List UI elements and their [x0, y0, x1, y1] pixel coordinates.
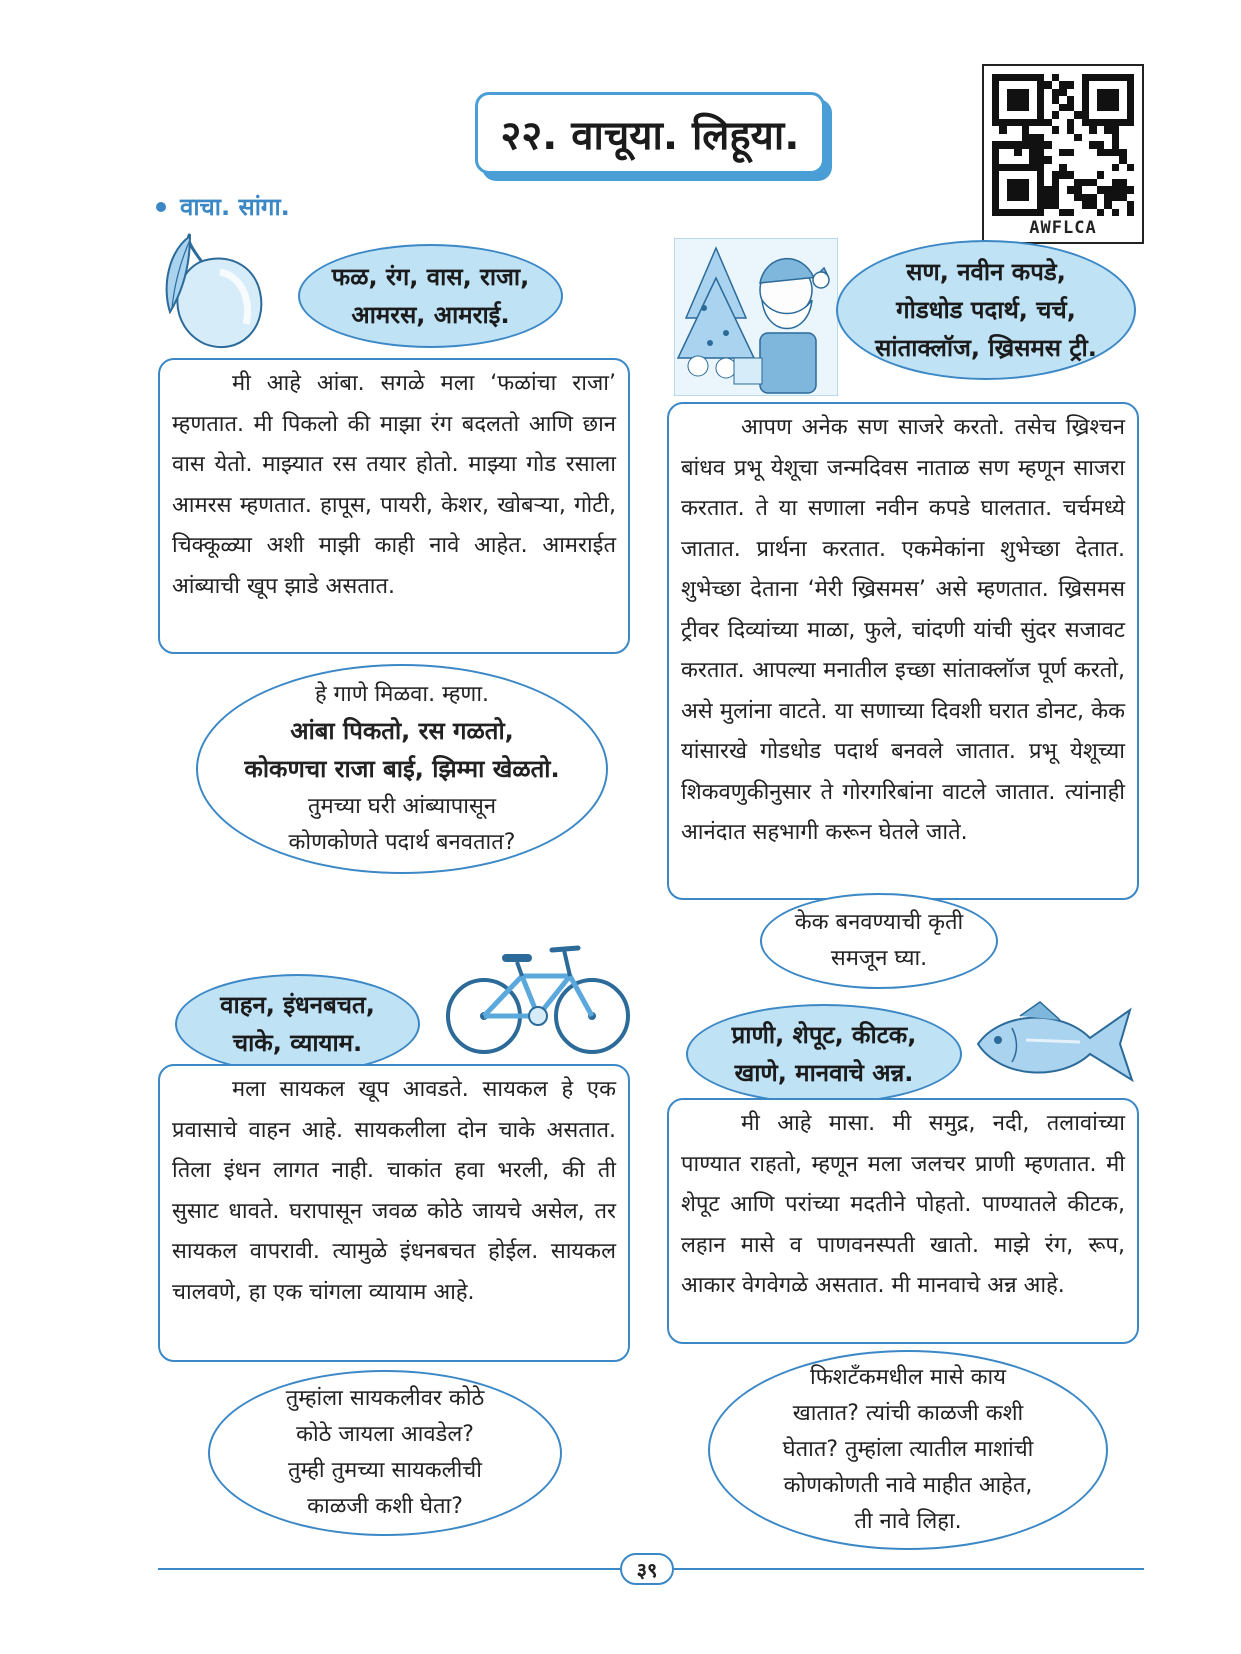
mango-keyword-line: आमरस, आमराई. [351, 301, 510, 329]
mango-question-line: कोणकोणते पदार्थ बनवतात? [288, 830, 516, 855]
christmas-question-line: समजून घ्या. [830, 946, 928, 971]
qr-code[interactable] [982, 64, 1144, 244]
bicycle-question-line: काळजी कशी घेता? [307, 1494, 463, 1519]
santa-christmas-tree-icon [674, 238, 838, 396]
mango-question-line: हे गाणे मिळवा. म्हणा. [314, 682, 490, 707]
bicycle-keywords [175, 974, 420, 1074]
fish-question-line: ती नावे लिहा. [854, 1509, 962, 1534]
mango-song-line: कोकणचा राजा बाई, झिम्मा खेळतो. [244, 755, 560, 783]
mango-icon [160, 232, 275, 352]
section-heading [156, 190, 290, 223]
christmas-keyword-line: गोडधोड पदार्थ, चर्च, [896, 296, 1076, 324]
fish-question-oval [708, 1350, 1108, 1550]
page-title: २२. वाचूया. लिहूया. [475, 92, 825, 174]
bicycle-question-line: तुम्हांला सायकलीवर कोठे [285, 1386, 485, 1411]
mango-text-box [158, 358, 630, 654]
fish-keyword-line: खाणे, मानवाचे अन्न. [734, 1059, 914, 1087]
bicycle-text-box [158, 1064, 630, 1362]
qr-code-text: AWFLCA [1029, 218, 1097, 238]
fish-icon [970, 1000, 1136, 1088]
mango-question-oval [196, 664, 608, 874]
fish-question-line: खातात? त्यांची काळजी कशी [792, 1401, 1024, 1426]
fish-text-box [667, 1098, 1139, 1344]
bicycle-paragraph: मला सायकल खूप आवडते. सायकल हे एक प्रवासाचे वाहन आहे. सायकलीला दोन चाके असतात. तिला इंधन लागत नाही. चाकांत हवा भरली, की ती सुसाट धावते. घरापासून जवळ कोठे जायचे असेल, तर सायकल वापरावी. त्यामुळे इंधनबचत होईल. सायकल चालवणे, हा एक चांगला व्यायाम आहे. [172, 1077, 616, 1305]
mango-song-line: आंबा पिकतो, रस गळतो, [290, 717, 514, 745]
fish-question-line: घेतात? तुम्हांला त्यातील माशांची [782, 1437, 1034, 1462]
bicycle-keyword-line: वाहन, इंधनबचत, [220, 991, 375, 1019]
bicycle-question-line: तुम्ही तुमच्या सायकलीची [288, 1458, 482, 1483]
christmas-paragraph: आपण अनेक सण साजरे करतो. तसेच ख्रिश्चन बांधव प्रभू येशूचा जन्मदिवस नाताळ सण म्हणून साजरा करतात. ते या सणाला नवीन कपडे घालतात. चर्चमध्ये जातात. प्रार्थना करतात. एकमेकांना शुभेच्छा देतात. शुभेच्छा देताना ‘मेरी ख्रिसमस’ असे म्हणतात. ख्रिसमस ट्रीवर दिव्यांच्या माळा, फुले, चांदणी यांची सुंदर सजावट करतात. आपल्या मनातील इच्छा सांताक्लॉज पूर्ण करतो, असे मुलांना वाटते. या सणाच्या दिवशी घरात डोनट, केक यांसारखे गोडधोड पदार्थ बनवले जातात. प्रभू येशूच्या शिकवणुकीनुसार ते गोरगरिबांना वाटले जातात. त्यांनाही आनंदात सहभागी करून घेतले जाते. [681, 415, 1125, 845]
christmas-keyword-line: सण, नवीन कपडे, [906, 258, 1066, 286]
fish-keywords [686, 1004, 962, 1104]
fish-paragraph: मी आहे मासा. मी समुद्र, नदी, तलावांच्या पाण्यात राहतो, म्हणून मला जलचर प्राणी म्हणतात. मी शेपूट आणि परांच्या मदतीने पोहतो. पाण्यातले कीटक, लहान मासे व पाणवनस्पती खातो. माझे रंग, रूप, आकार वेगवेगळे असतात. मी मानवाचे अन्न आहे. [681, 1111, 1125, 1298]
christmas-keywords [836, 240, 1136, 380]
mango-paragraph: मी आहे आंबा. सगळे मला ‘फळांचा राजा’ म्हणतात. मी पिकलो की माझा रंग बदलतो आणि छान वास येतो. माझ्यात रस तयार होतो. माझ्या गोड रसाला आमरस म्हणतात. हापूस, पायरी, केशर, खोबऱ्या, गोटी, चिक्कूळ्या अशी माझी काही नावे आहेत. आमराईत आंब्याची खूप झाडे असतात. [172, 371, 616, 599]
fish-question-line: फिशटँकमधील मासे काय [810, 1365, 1006, 1390]
bullet-icon [156, 202, 166, 212]
christmas-text-box [667, 402, 1139, 900]
fish-keyword-line: प्राणी, शेपूट, कीटक, [731, 1021, 917, 1049]
mango-keyword-line: फळ, रंग, वास, राजा, [331, 263, 530, 291]
bicycle-question-line: कोठे जायला आवडेल? [296, 1422, 474, 1447]
bicycle-icon [442, 936, 634, 1060]
fish-question-line: कोणकोणती नावे माहीत आहेत, [783, 1473, 1033, 1498]
christmas-question-line: केक बनवण्याची कृती [794, 910, 964, 935]
qr-code-icon [992, 74, 1134, 216]
section-heading-text: वाचा. सांगा. [180, 193, 290, 221]
mango-keywords [298, 244, 563, 348]
christmas-keyword-line: सांताक्लॉज, ख्रिसमस ट्री. [875, 334, 1097, 362]
mango-question-line: तुमच्या घरी आंब्यापासून [307, 794, 497, 819]
christmas-question-oval [760, 893, 998, 989]
page-number: ३९ [620, 1553, 674, 1585]
bicycle-question-oval [208, 1370, 562, 1536]
bicycle-keyword-line: चाके, व्यायाम. [232, 1029, 363, 1057]
